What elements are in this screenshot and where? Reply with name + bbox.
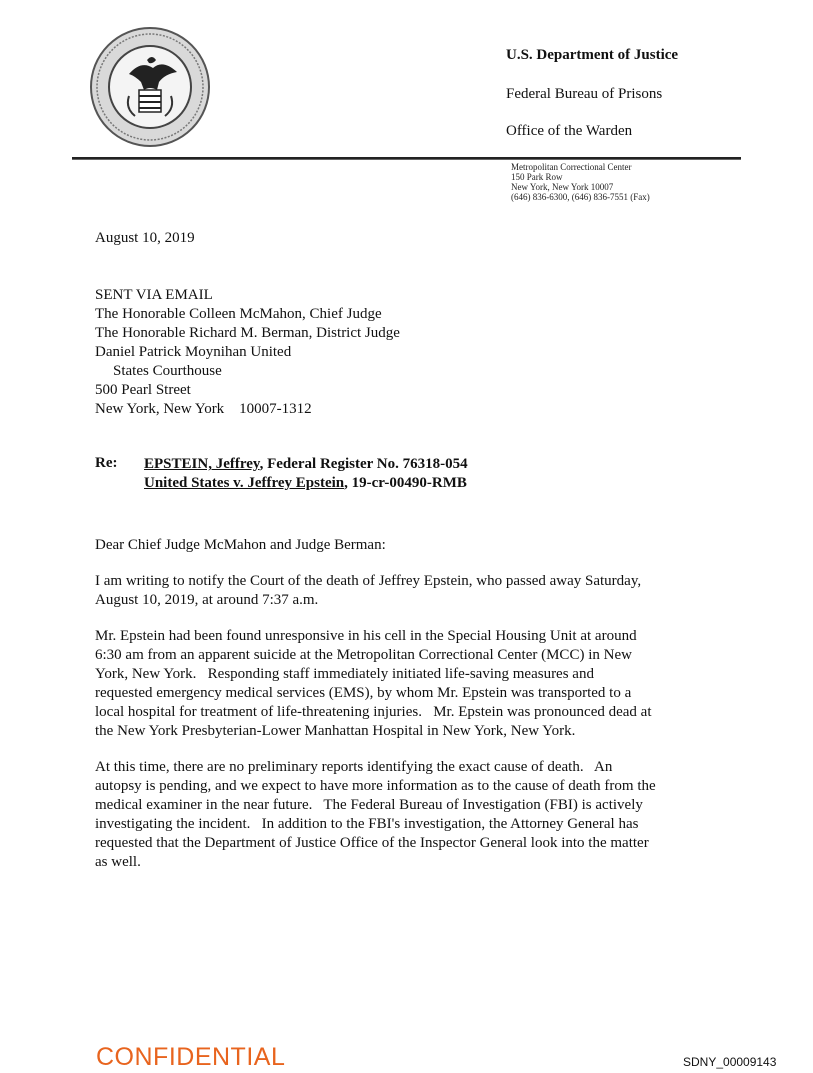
recipient-line: States Courthouse (113, 363, 222, 379)
paragraph-line: autopsy is pending, and we expect to have more information as to the cause of death from the (95, 778, 656, 794)
bureau-name: Federal Bureau of Prisons (506, 86, 663, 102)
recipient-line: SENT VIA EMAIL (95, 287, 213, 303)
recipient-block (95, 286, 400, 419)
paragraph-line: York, New York. Responding staff immediately initiated life-saving measures and (95, 666, 594, 682)
re-label: Re: (95, 455, 118, 471)
letter-date: August 10, 2019 (95, 230, 195, 246)
paragraph-line: medical examiner in the near future. The Federal Bureau of Investigation (FBI) is actively (95, 797, 643, 813)
paragraph-1 (95, 572, 705, 610)
subject-line-1 (144, 455, 468, 474)
paragraph-line: investigating the incident. In addition to the FBI's investigation, the Attorney General has (95, 816, 639, 832)
paragraph-line: Mr. Epstein had been found unresponsive in his cell in the Special Housing Unit at around (95, 628, 637, 644)
doj-seal-icon (89, 26, 211, 148)
address-line: 150 Park Row (511, 172, 563, 182)
paragraph-line: local hospital for treatment of life-threatening injuries. Mr. Epstein was pronounced dead at (95, 704, 652, 720)
confidential-stamp: CONFIDENTIAL (96, 1043, 286, 1071)
paragraph-line: as well. (95, 854, 141, 870)
recipient-line: New York, New York 10007-1312 (95, 401, 312, 417)
paragraph-line: requested that the Department of Justice Office of the Inspector General look into the matter (95, 835, 649, 851)
recipient-line: 500 Pearl Street (95, 382, 191, 398)
recipient-line: The Honorable Richard M. Berman, District Judge (95, 325, 400, 341)
address-line: Metropolitan Correctional Center (511, 162, 632, 172)
paragraph-line: 6:30 am from an apparent suicide at the Metropolitan Correctional Center (MCC) in New (95, 647, 632, 663)
recipient-line: The Honorable Colleen McMahon, Chief Judge (95, 306, 382, 322)
case-number: , 19-cr-00490-RMB (344, 475, 467, 491)
case-name: United States v. Jeffrey Epstein (144, 475, 345, 491)
salutation: Dear Chief Judge McMahon and Judge Berman: (95, 537, 386, 553)
address-line: New York, New York 10007 (511, 182, 614, 192)
department-name: U.S. Department of Justice (506, 47, 679, 63)
office-name: Office of the Warden (506, 123, 633, 139)
office-address (511, 162, 650, 202)
address-line: (646) 836-6300, (646) 836-7551 (Fax) (511, 192, 650, 202)
letterhead-divider-secondary (72, 159, 741, 160)
paragraph-line: requested emergency medical services (EMS), by whom Mr. Epstein was transported to a (95, 685, 632, 701)
paragraph-line: I am writing to notify the Court of the death of Jeffrey Epstein, who passed away Saturday, (95, 573, 642, 589)
subject-line-2 (144, 474, 468, 493)
register-number: , Federal Register No. 76318-054 (259, 456, 468, 472)
paragraph-2 (95, 627, 705, 741)
paragraph-line: August 10, 2019, at around 7:37 a.m. (95, 592, 319, 608)
paragraph-line: the New York Presbyterian-Lower Manhattan Hospital in New York, New York. (95, 723, 576, 739)
bates-number: SDNY_00009143 (683, 1055, 777, 1069)
subject-block (144, 455, 468, 493)
inmate-name: EPSTEIN, Jeffrey (144, 456, 260, 472)
paragraph-line: At this time, there are no preliminary reports identifying the exact cause of death. An (95, 759, 613, 775)
paragraph-3 (95, 758, 705, 872)
recipient-line: Daniel Patrick Moynihan United (95, 344, 292, 360)
